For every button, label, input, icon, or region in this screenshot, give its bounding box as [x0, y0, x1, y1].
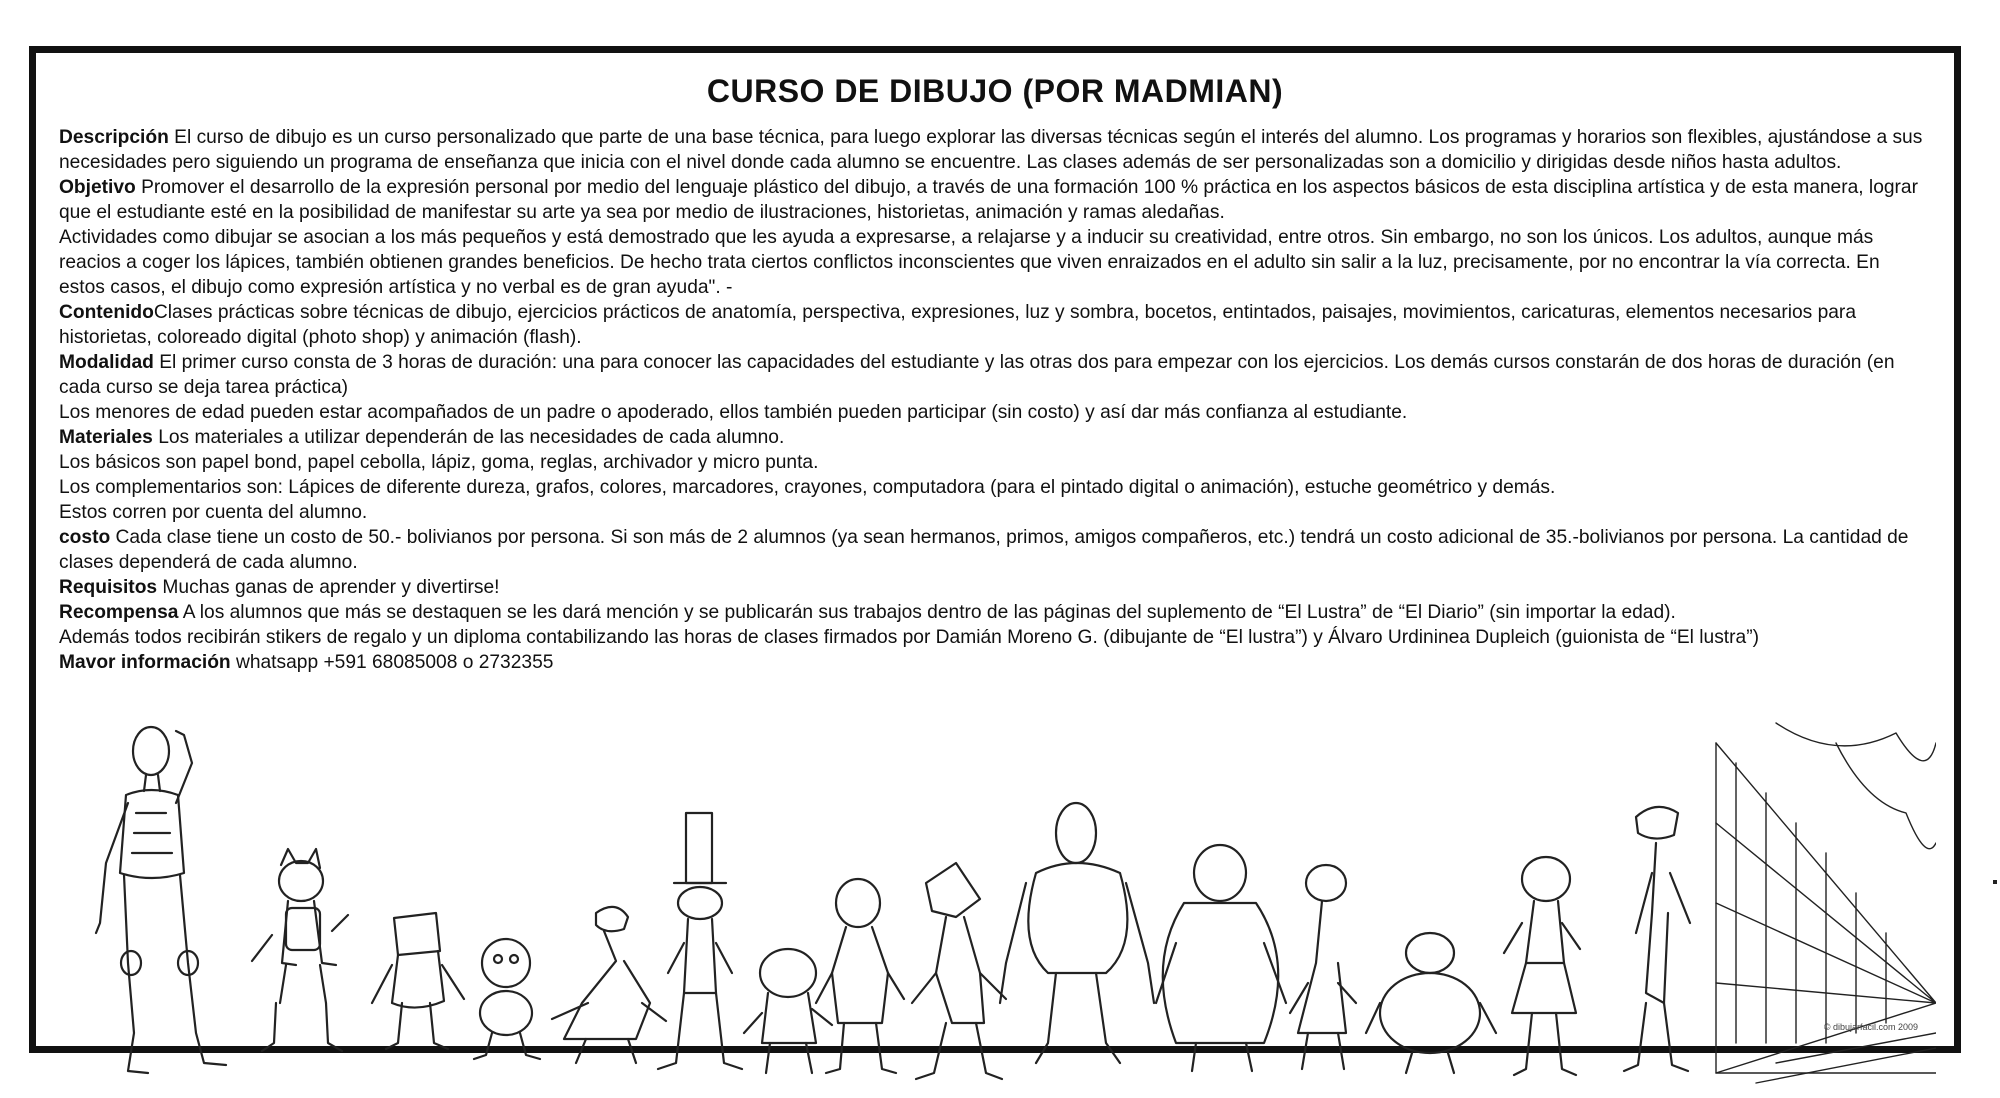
recompensa-text: A los alumnos que más se destaquen se les dará mención y se publicarán sus trabajos dentro de las páginas del suplemento de “El Lustra” de “El Diario” (sin importar la edad).: [178, 602, 1676, 623]
objetivo-text: Promover el desarrollo de la expresión personal por medio del lenguaje plástico del dibujo, a través de una formación 100 % práctica en los aspectos básicos de esta disciplina artística y de esta manera, lograr que el estudiante esté en la posibilidad de manifestar su arte ya sea por medio de ilustraciones, historietas, animación y ramas aledañas.: [59, 177, 1918, 223]
girl-character-sketch: [1504, 857, 1580, 1075]
recompensa-label: Recompensa: [59, 602, 179, 623]
objetivo-extra: Actividades como dibujar se asocian a los más pequeños y está demostrado que les ayuda a expresarse, a relajarse y a inducir su creatividad, entre otros. Sin embargo, no son los únicos. Los adultos, aunque más reacios a coger los lápices, también obtienen grandes beneficios. De hecho trata ciertos conflictos inconscientes que viven enraizados en el adulto sin salir a la luz, precisamente, por no encontrar la vía correcta. En estos casos, el dibujo como expresión artística y no verbal es de gran ayuda". -: [59, 227, 1880, 298]
small-dark-character-sketch: [744, 949, 832, 1073]
materiales-label: Materiales: [59, 427, 153, 448]
descripcion-paragraph: [59, 125, 1929, 175]
requisitos-label: Requisitos: [59, 577, 158, 598]
contenido-label: Contenido: [59, 302, 154, 323]
materiales-complementarios: Los complementarios son: Lápices de diferente dureza, grafos, colores, marcadores, crayones, computadora (para el pintado digital o animación), estuche geométrico y demás.: [59, 477, 1556, 498]
materiales-basicos: Los básicos son papel bond, papel cebolla, lápiz, goma, reglas, archivador y micro punta.: [59, 452, 819, 473]
objetivo-paragraph: [59, 175, 1929, 225]
costo-paragraph: [59, 525, 1929, 575]
modalidad-text: El primer curso consta de 3 horas de duración: una para conocer las capacidades del estudiante y las otras dos para empezar con los ejercicios. Los demás cursos constarán de dos horas de duración (en cada curso se deja tarea práctica): [59, 352, 1895, 398]
requisitos-paragraph: [59, 575, 1929, 600]
contacto-text: whatsapp +591 68085008 o 2732355: [230, 652, 554, 673]
top-hat-character-sketch: [658, 813, 742, 1069]
bald-character-sketch: [816, 879, 904, 1073]
muscular-character-sketch: [1000, 803, 1154, 1063]
recompensa-extra: Además todos recibirán stikers de regalo y un diploma contabilizando las horas de clases firmados por Damián Moreno G. (dibujante de “El lustra”) y Álvaro Urdininea Dupleich (guionista de “El lustra”): [59, 627, 1759, 648]
cat-character-sketch: [252, 849, 348, 1051]
page-title: CURSO DE DIBUJO (POR MADMIAN): [706, 73, 1284, 109]
fat-short-character-sketch: [1366, 933, 1496, 1073]
flyer-frame: [29, 46, 1961, 1053]
course-description-body: [59, 125, 1929, 675]
contacto-label: Mavor información: [59, 652, 231, 673]
descripcion-text: El curso de dibujo es un curso personalizado que parte de una base técnica, para luego explorar las diversas técnicas según el interés del alumno. Los programas y horarios son flexibles, ajustándose a sus necesidades pero siguiendo un programa de enseñanza que inicia con el nivel donde cada alumno se encuentre. Las clases además de ser personalizadas son a domicilio y dirigidas desde niños hasta adultos.: [59, 127, 1923, 173]
recompensa-paragraph: [59, 600, 1929, 625]
contenido-paragraph: [59, 300, 1929, 350]
small-round-character-sketch: [474, 939, 540, 1059]
costo-text: Cada clase tiene un costo de 50.- bolivianos por persona. Si son más de 2 alumnos (ya sean hermanos, primos, amigos compañeros, etc.) tendrá un costo adicional de 35.-bolivianos por persona. La cantidad de clases dependerá de cada alumno.: [59, 527, 1909, 573]
modalidad-paragraph: [59, 350, 1929, 400]
objetivo-label: Objetivo: [59, 177, 136, 198]
modalidad-label: Modalidad: [59, 352, 154, 373]
character-sketches-strip: [76, 703, 1936, 1093]
contenido-text: Clases prácticas sobre técnicas de dibujo, ejercicios prácticos de anatomía, perspectiva, expresiones, luz y sombra, bocetos, entintados, paisajes, movimientos, caricaturas, elementos necesarios para historietas, coloreado digital (photo shop) y animación (flash).: [59, 302, 1856, 348]
contacto-paragraph: [59, 650, 1929, 675]
materiales-paragraph: [59, 425, 1929, 450]
costo-label: costo: [59, 527, 111, 548]
long-neck-character-sketch: [1290, 865, 1356, 1069]
tall-thin-character-sketch: [1624, 807, 1690, 1071]
hat-character-sketch: [552, 907, 666, 1063]
mannequin-sketch: [96, 727, 226, 1073]
dog-character-sketch: [912, 863, 1006, 1079]
materiales-text: Los materiales a utilizar dependerán de las necesidades de cada alumno.: [152, 427, 785, 448]
image-credit: © dibujarfacil.com 2009: [1823, 1022, 1918, 1032]
modalidad-extra: Los menores de edad pueden estar acompañados de un padre o apoderado, ellos también pueden participar (sin costo) y así dar más confianza al estudiante.: [59, 402, 1408, 423]
edge-mark: [1993, 880, 1997, 884]
materiales-nota: Estos corren por cuenta del alumno.: [59, 502, 368, 523]
big-round-character-sketch: [1156, 845, 1286, 1071]
descripcion-label: Descripción: [59, 127, 169, 148]
requisitos-text: Muchas ganas de aprender y divertirse!: [157, 577, 500, 598]
box-head-character-sketch: [372, 913, 464, 1049]
